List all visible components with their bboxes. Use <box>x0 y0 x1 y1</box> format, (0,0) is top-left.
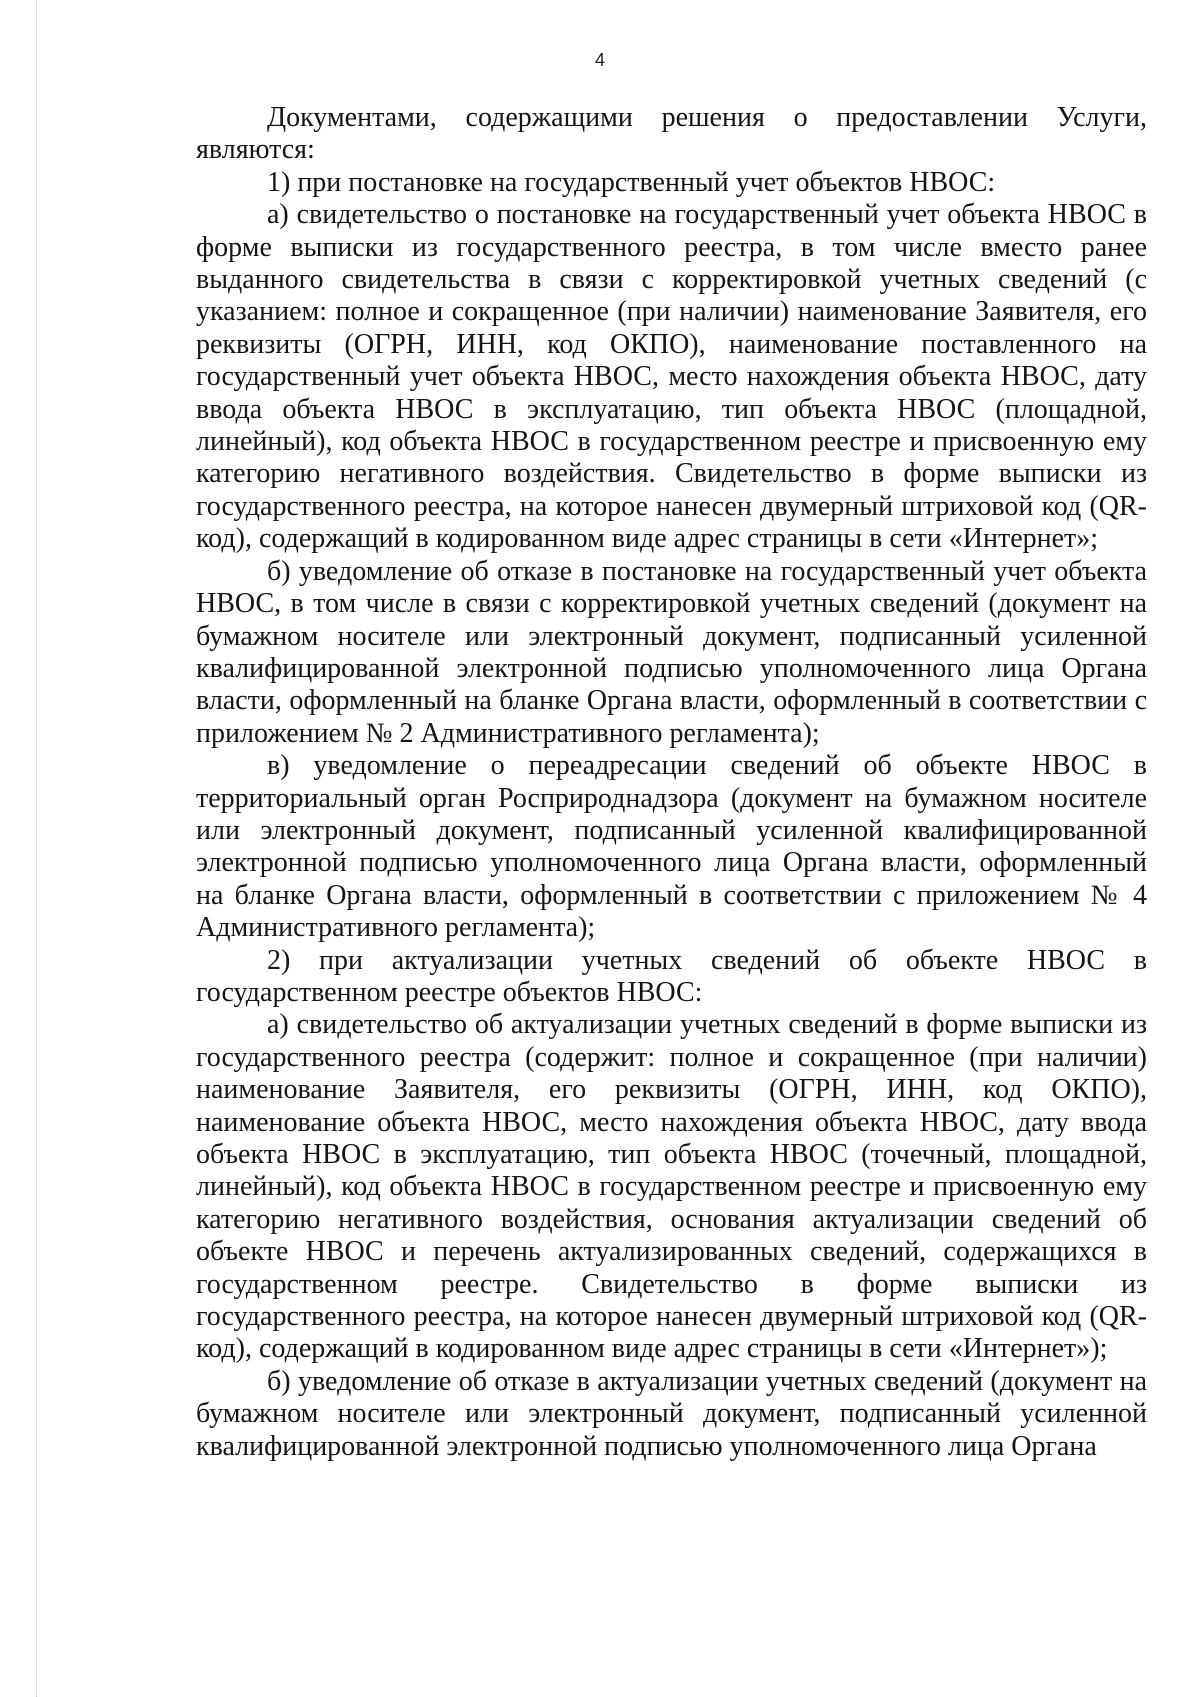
paragraph-item-1b: б) уведомление об отказе в постановке на государственный учет объекта НВОС, в том числе в связи с корректировкой учетных сведений (документ на бумажном носителе или электронный документ, подписанный усиленной квалифицированной электронной подписью уполномоченного лица Органа власти, оформленный на бланке Органа власти, оформленный в соответствии с приложением № 2 Административного регламента); <box>196 555 1147 749</box>
paragraph-item-2b: б) уведомление об отказе в актуализации учетных сведений (документ на бумажном носителе или электронный документ, подписанный усиленной квалифицированной электронной подписью уполномоченного лица Органа <box>196 1365 1147 1462</box>
paragraph-item-2: 2) при актуализации учетных сведений об объекте НВОС в государственном реестре объектов НВОС: <box>196 944 1147 1008</box>
paragraph-item-1v: в) уведомление о переадресации сведений об объекте НВОС в территориальный орган Росприроднадзора (документ на бумажном носителе или электронный документ, подписанный усиленной квалифицированной электронной подписью уполномоченного лица Органа власти, оформленный на бланке Органа власти, оформленный в соответствии с приложением № 4 Административного регламента); <box>196 750 1147 944</box>
document-body <box>196 102 1147 1463</box>
paragraph-intro: Документами, содержащими решения о предоставлении Услуги, являются: <box>196 102 1147 166</box>
paragraph-item-2a: а) свидетельство об актуализации учетных сведений в форме выписки из государственного реестра (содержит: полное и сокращенное (при наличии) наименование Заявителя, его реквизиты (ОГРН, ИНН, код ОКПО), наименование объекта НВОС, место нахождения объекта НВОС, дату ввода объекта НВОС в эксплуатацию, тип объекта НВОС (точечный, площадной, линейный), код объекта НВОС в государственном реестре и присвоенную ему категорию негативного воздействия, основания актуализации сведений об объекте НВОС и перечень актуализированных сведений, содержащихся в государственном реестре. Свидетельство в форме выписки из государственного реестра, на которое нанесен двумерный штриховой код (QR-код), содержащий в кодированном виде адрес страницы в сети «Интернет»); <box>196 1009 1147 1365</box>
page-number: 4 <box>594 50 605 70</box>
paragraph-item-1a: а) свидетельство о постановке на государственный учет объекта НВОС в форме выписки из государственного реестра, в том числе вместо ранее выданного свидетельства в связи с корректировкой учетных сведений (с указанием: полное и сокращенное (при наличии) наименование Заявителя, его реквизиты (ОГРН, ИНН, код ОКПО), наименование поставленного на государственный учет объекта НВОС, место нахождения объекта НВОС, дату ввода объекта НВОС в эксплуатацию, тип объекта НВОС (площадной, линейный), код объекта НВОС в государственном реестре и присвоенную ему категорию негативного воздействия. Свидетельство в форме выписки из государственного реестра, на которое нанесен двумерный штриховой код (QR-код), содержащий в кодированном виде адрес страницы в сети «Интернет»; <box>196 199 1147 555</box>
paragraph-item-1: 1) при постановке на государственный учет объектов НВОС: <box>267 166 996 198</box>
scan-edge-line <box>36 0 37 1697</box>
